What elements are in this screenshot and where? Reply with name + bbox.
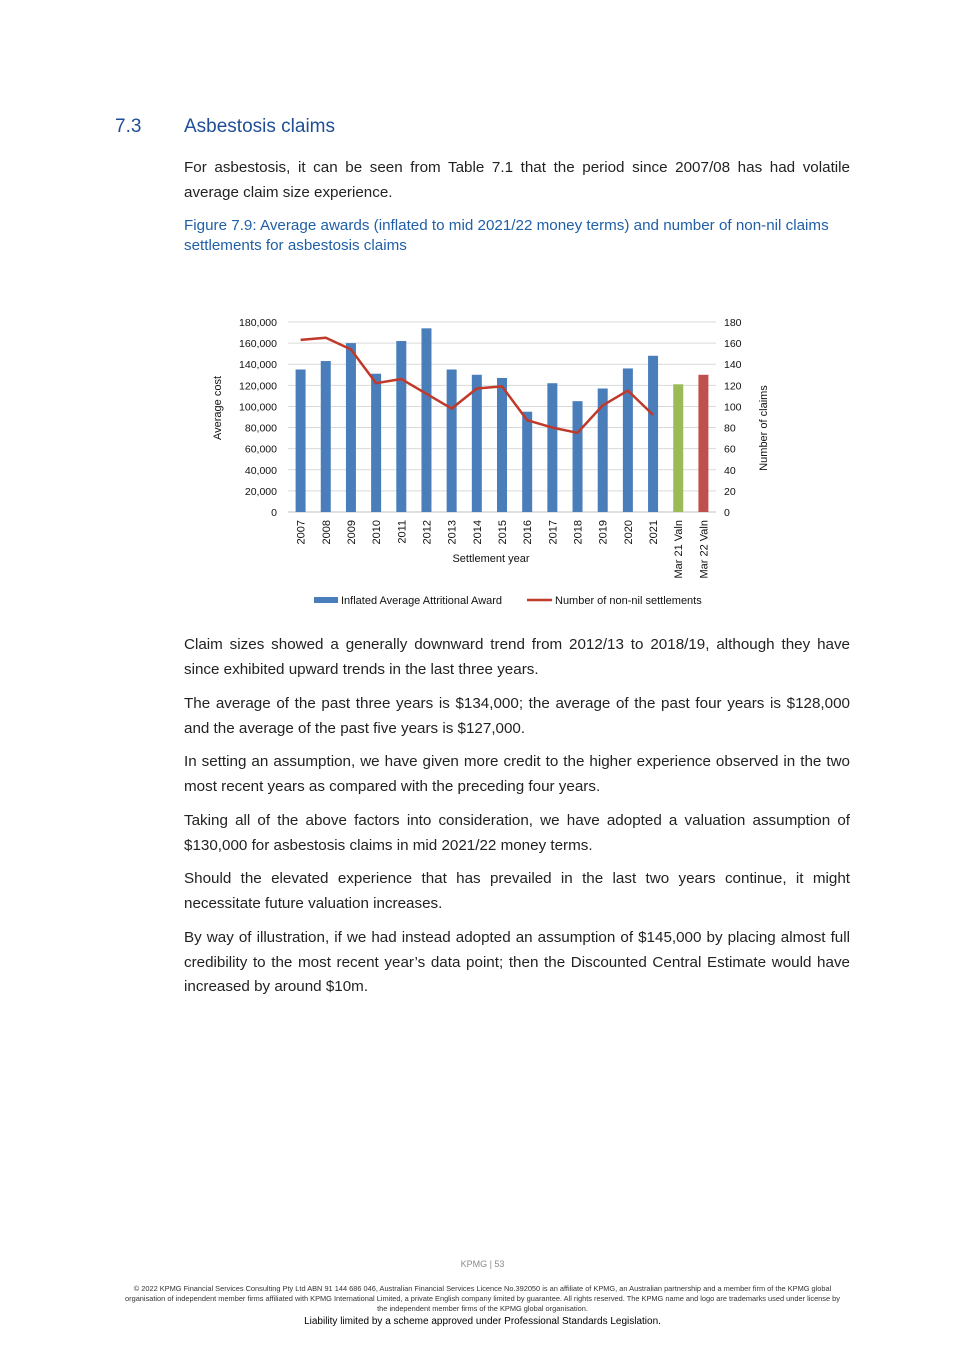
x-tick-label: Mar 21 Valn — [673, 520, 686, 579]
x-tick-label: 2019 — [597, 520, 610, 545]
y2-tick-label: 140 — [724, 359, 742, 372]
x-tick-label: 2014 — [471, 520, 484, 545]
x-tick-label: 2018 — [572, 520, 585, 545]
bar — [573, 401, 583, 512]
footer-legal-text: © 2022 KPMG Financial Services Consulting Pty Ltd ABN 91 144 686 046, Australian Financial Services Licence No.392050 is an affiliate of KPMG, an Australian partnership and a member firm of the KPMG global organisation of independent member firms affiliated with KPMG International Limited, a private English company limited by guarantee. All rights reserved. The KPMG name and logo are trademarks used under license by the independent member firms of the KPMG global organisation. — [125, 1284, 840, 1313]
bar — [497, 378, 507, 512]
bar — [296, 370, 306, 513]
bar — [396, 341, 406, 512]
legend-label-line: Number of non-nil settlements — [555, 595, 702, 607]
bar — [421, 328, 431, 512]
x-tick-label: 2007 — [295, 520, 308, 545]
bar — [547, 383, 557, 512]
y2-tick-label: 120 — [724, 380, 742, 393]
body-paragraph: By way of illustration, if we had instead adopted an assumption of $145,000 by placing almost full credibility to the most recent year’s data point; then the Discounted Central Estimate would have increased by around $10m. — [184, 929, 850, 995]
x-tick-label: 2008 — [320, 520, 333, 545]
section-number: 7.3 — [115, 116, 142, 137]
bar — [698, 375, 708, 512]
bar — [648, 356, 658, 512]
y-tick-label: 100,000 — [239, 401, 277, 414]
y-tick-label: 140,000 — [239, 359, 277, 372]
body-paragraph: In setting an assumption, we have given more credit to the higher experience observed in the two most recent years as compared with the preceding four years. — [184, 753, 850, 795]
y-tick-label: 120,000 — [239, 380, 277, 393]
y-tick-label: 180,000 — [239, 317, 277, 329]
x-tick-label: 2013 — [446, 520, 459, 545]
body-paragraph: Taking all of the above factors into consideration, we have adopted a valuation assumption of $130,000 for asbestosis claims in mid 2021/22 money terms. — [184, 812, 850, 854]
x-axis-title: Settlement year — [452, 553, 530, 565]
chart-bars — [296, 328, 709, 512]
y-tick-label: 40,000 — [244, 464, 277, 477]
y2-tick-label: 180 — [724, 317, 742, 329]
bar — [447, 370, 457, 513]
y-tick-label: 160,000 — [239, 338, 277, 351]
y2-tick-label: 20 — [724, 485, 736, 498]
y-tick-label: 0 — [271, 507, 277, 519]
body-paragraph: The average of the past three years is $134,000; the average of the past four years is $128,000 and the average of the past five years is $127,000. — [184, 695, 850, 737]
footer-liability-text: Liability limited by a scheme approved under Professional Standards Legislation. — [304, 1316, 661, 1327]
figure-caption: Figure 7.9: Average awards (inflated to mid 2021/22 money terms) and number of non-nil claims settlements for asbestosis claims — [184, 217, 829, 254]
bar — [346, 343, 356, 512]
y2-tick-label: 60 — [724, 443, 736, 456]
y2-tick-label: 0 — [724, 507, 730, 519]
y2-tick-label: 40 — [724, 464, 736, 477]
x-tick-label: Mar 22 Valn — [698, 520, 711, 579]
y2-tick-label: 160 — [724, 338, 742, 351]
bar — [321, 361, 331, 512]
bar — [472, 375, 482, 512]
legend-swatch-bars — [314, 597, 338, 603]
chart-legend — [314, 595, 702, 607]
footer-page-number: KPMG | 53 — [460, 1259, 505, 1269]
y2-axis-title: Number of claims — [758, 385, 770, 471]
y-tick-label: 60,000 — [244, 443, 277, 456]
y-tick-label: 20,000 — [244, 485, 277, 498]
y2-tick-label: 80 — [724, 422, 736, 435]
intro-paragraph: For asbestosis, it can be seen from Table 7.1 that the period since 2007/08 has had volatile average claim size experience. — [184, 159, 850, 201]
x-tick-label: 2021 — [648, 520, 661, 545]
x-tick-label: 2015 — [497, 520, 509, 545]
x-tick-label: 2011 — [396, 520, 409, 544]
bar — [371, 374, 381, 512]
section-title: Asbestosis claims — [184, 116, 335, 137]
y-axis-title: Average cost — [212, 375, 224, 441]
bar — [673, 384, 683, 512]
bar — [522, 412, 532, 512]
body-paragraph: Claim sizes showed a generally downward trend from 2012/13 to 2018/19, although they have since exhibited upward trends in the last three years. — [184, 636, 850, 678]
x-tick-label: 2020 — [622, 520, 635, 545]
legend-label-bars: Inflated Average Attritional Award — [341, 595, 503, 607]
asbestosis-chart — [200, 305, 790, 620]
x-tick-label: 2016 — [522, 520, 535, 545]
y2-tick-label: 100 — [724, 401, 742, 414]
x-tick-label: 2010 — [371, 520, 384, 545]
x-tick-label: 2009 — [345, 520, 358, 545]
y-tick-label: 80,000 — [244, 422, 277, 435]
x-tick-label: 2017 — [547, 520, 560, 545]
body-paragraph: Should the elevated experience that has prevailed in the last two years continue, it might necessitate future valuation increases. — [184, 870, 850, 912]
x-tick-label: 2012 — [421, 520, 434, 545]
